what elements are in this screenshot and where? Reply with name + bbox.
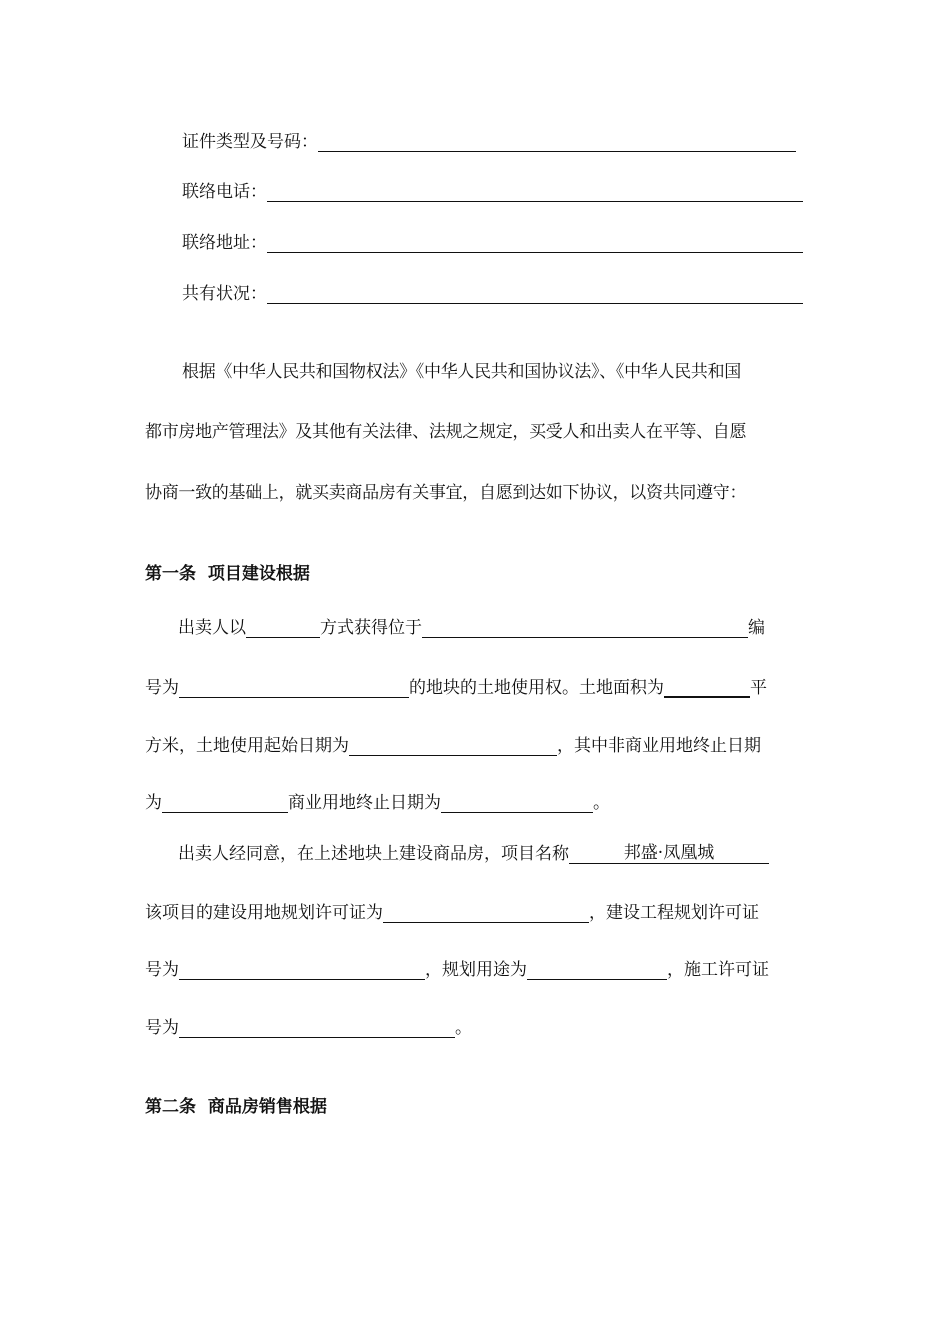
- id-type-label: 证件类型及号码：: [182, 132, 318, 152]
- text-segment: ，施工许可证: [667, 960, 769, 980]
- phone-blank[interactable]: [267, 185, 803, 202]
- address-blank[interactable]: [267, 236, 803, 253]
- text-segment: 编: [748, 618, 765, 638]
- text-segment: 。: [455, 1018, 472, 1038]
- id-type-blank[interactable]: [318, 135, 796, 152]
- article-1-line-2: [145, 673, 767, 698]
- text-segment: 出卖人经同意，在上述地块上建设商品房，项目名称: [178, 844, 569, 864]
- text-segment: 商业用地终止日期为: [288, 793, 441, 813]
- phone-field: [182, 177, 803, 202]
- text-segment: 方米，土地使用起始日期为: [145, 736, 349, 756]
- planned-use-blank[interactable]: [527, 963, 667, 980]
- article-1-line-3: [145, 731, 761, 756]
- text-segment: 。: [593, 793, 610, 813]
- acquisition-method-blank[interactable]: [246, 621, 320, 638]
- intro-line-1: 根据《中华人民共和国物权法》《中华人民共和国协议法》、《中华人民共和国: [182, 362, 741, 382]
- article-1-line-5: [178, 838, 769, 864]
- text-segment: 号为: [145, 1018, 179, 1038]
- text-segment: 号为: [145, 678, 179, 698]
- text-segment: 的地块的土地使用权。土地面积为: [409, 678, 664, 698]
- text-segment: 号为: [145, 960, 179, 980]
- article-1-line-4: [145, 788, 610, 813]
- id-type-field: [182, 127, 796, 152]
- land-location-blank[interactable]: [422, 621, 748, 638]
- engineering-permit-blank[interactable]: [179, 963, 425, 980]
- project-name: 邦盛·凤凰城: [623, 843, 715, 863]
- article-1-line-6: [145, 898, 759, 923]
- address-field: [182, 228, 803, 253]
- co-ownership-field: [182, 279, 803, 304]
- article-2-heading: 第二条 商品房销售根据: [145, 1097, 327, 1117]
- address-label: 联络地址：: [182, 233, 267, 253]
- construction-permit-blank[interactable]: [179, 1021, 455, 1038]
- text-segment: 方式获得位于: [320, 618, 422, 638]
- land-use-start-date-blank[interactable]: [349, 739, 557, 756]
- land-planning-permit-blank[interactable]: [383, 906, 589, 923]
- article-1-heading: 第一条 项目建设根据: [145, 564, 310, 584]
- phone-label: 联络电话：: [182, 182, 267, 202]
- non-commercial-end-date-blank[interactable]: [162, 796, 288, 813]
- intro-line-2: 都市房地产管理法》及其他有关法律、法规之规定，买受人和出卖人在平等、自愿: [145, 422, 747, 442]
- text-segment: ，建设工程规划许可证: [589, 903, 759, 923]
- co-ownership-label: 共有状况：: [182, 284, 267, 304]
- article-1-line-8: [145, 1013, 472, 1038]
- article-1-line-1: [178, 613, 765, 638]
- text-segment: 为: [145, 793, 162, 813]
- co-ownership-blank[interactable]: [267, 287, 803, 304]
- text-segment: ，其中非商业用地终止日期: [557, 736, 761, 756]
- intro-line-3: 协商一致的基础上，就买卖商品房有关事宜，自愿到达如下协议，以资共同遵守：: [145, 483, 747, 503]
- plot-number-blank[interactable]: [179, 681, 409, 698]
- commercial-end-date-blank[interactable]: [441, 796, 593, 813]
- text-segment: 出卖人以: [178, 618, 246, 638]
- text-segment: ，规划用途为: [425, 960, 527, 980]
- article-1-line-7: [145, 955, 769, 980]
- text-segment: 平: [750, 678, 767, 698]
- project-name-field[interactable]: [569, 838, 769, 864]
- land-area-blank[interactable]: [664, 680, 750, 698]
- text-segment: 该项目的建设用地规划许可证为: [145, 903, 383, 923]
